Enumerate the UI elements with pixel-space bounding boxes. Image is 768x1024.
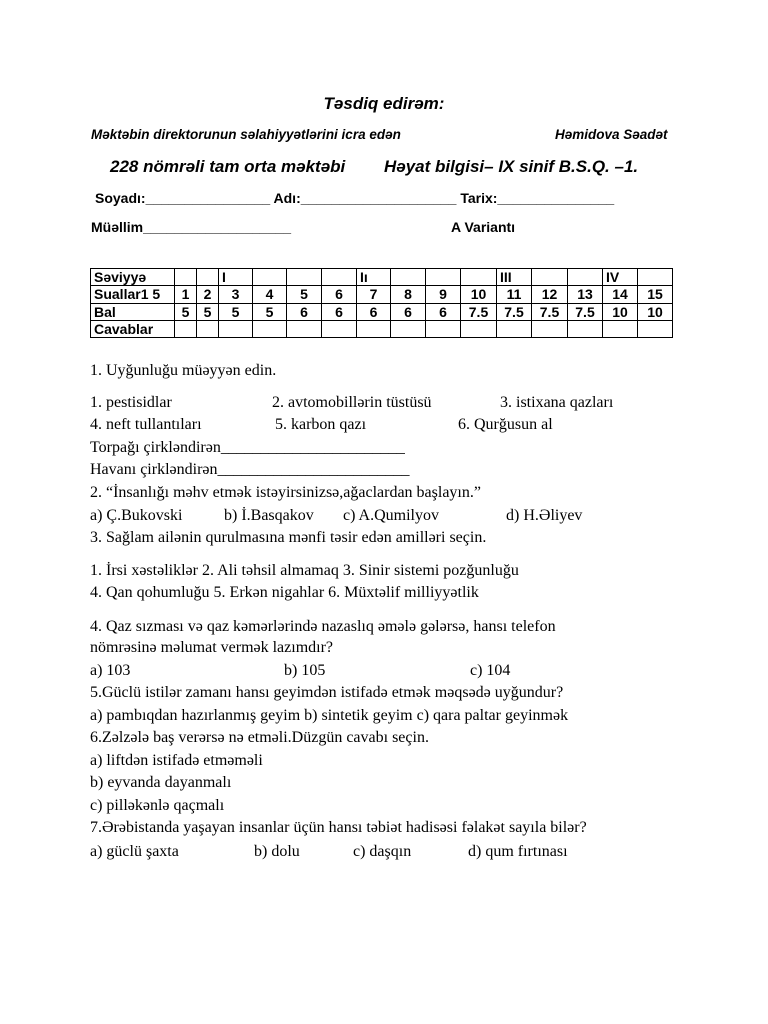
question-6: 6.Zəlzələ baş verərsə nə etməli.Düzgün cavabı seçin.	[90, 729, 429, 746]
table-row-answers	[91, 321, 673, 338]
table-cell: 5	[219, 304, 253, 321]
table-row-level	[91, 269, 673, 286]
variant-label: A Variantı	[451, 219, 516, 235]
answer-cell[interactable]	[461, 321, 497, 338]
table-cell	[175, 269, 197, 286]
table-cell: 14	[603, 286, 638, 304]
table-row-questions	[91, 286, 673, 304]
question-3: 3. Sağlam ailənin qurulmasına mənfi təsir edən amilləri seçin.	[90, 529, 487, 546]
row-label: Suallar1 5	[91, 286, 175, 304]
table-cell: 13	[568, 286, 603, 304]
q2-option-d: d) H.Əliyev	[506, 507, 583, 524]
q4-option-c: c) 104	[470, 662, 511, 679]
table-cell: 7	[357, 286, 391, 304]
q6-option-c: c) pilləkənlə qaçmalı	[90, 797, 225, 814]
q1-option: 5. karbon qazı	[275, 416, 367, 433]
table-cell	[197, 269, 219, 286]
table-cell: 12	[532, 286, 568, 304]
table-cell: 15	[638, 286, 673, 304]
table-cell: I	[219, 269, 253, 286]
row-label: Səviyyə	[91, 269, 175, 286]
table-cell: 1	[175, 286, 197, 304]
score-table	[90, 268, 673, 338]
table-cell: 10	[638, 304, 673, 321]
table-cell: 2	[197, 286, 219, 304]
q2-option-a: a) Ç.Bukovski	[90, 507, 183, 524]
table-cell: 6	[357, 304, 391, 321]
school-name: 228 nömrəli tam orta məktəbi	[110, 157, 346, 176]
table-cell: 6	[322, 304, 357, 321]
question-2: 2. “İnsanlığı məhv etmək istəyirsinizsə,ağaclardan başlayın.”	[90, 484, 481, 501]
table-cell	[287, 269, 322, 286]
table-cell: 6	[287, 304, 322, 321]
table-cell	[638, 269, 673, 286]
table-cell	[253, 269, 287, 286]
table-cell	[426, 269, 461, 286]
table-row-points	[91, 304, 673, 321]
row-label: Cavablar	[91, 321, 175, 338]
question-4-cont: nömrəsinə məlumat vermək lazımdır?	[90, 639, 334, 656]
q1-option: 3. istixana qazları	[500, 394, 614, 411]
question-4: 4. Qaz sızması və qaz kəmərlərində nazaslıq əmələ gələrsə, hansı telefon	[90, 618, 556, 635]
table-cell: III	[497, 269, 532, 286]
table-cell	[461, 269, 497, 286]
table-cell	[322, 269, 357, 286]
q1-option: 1. pestisidlar	[90, 394, 172, 411]
answer-cell[interactable]	[287, 321, 322, 338]
question-7: 7.Ərəbistanda yaşayan insanlar üçün hansı təbiət hadisəsi fəlakət sayıla bilər?	[90, 819, 587, 836]
q2-option-b: b) İ.Basqakov	[224, 507, 314, 524]
table-cell: 5	[287, 286, 322, 304]
row-label: Bal	[91, 304, 175, 321]
table-cell: 3	[219, 286, 253, 304]
table-cell: 5	[253, 304, 287, 321]
q1-option: 2. avtomobillərin tüstüsü	[272, 394, 432, 411]
q6-option-b: b) eyvanda dayanmalı	[90, 774, 232, 791]
table-cell	[532, 269, 568, 286]
q1-option: 4. neft tullantıları	[90, 416, 202, 433]
answer-cell[interactable]	[391, 321, 426, 338]
q5-options: a) pambıqdan hazırlanmış geyim b) sintetik geyim c) qara paltar geyinmək	[90, 707, 569, 724]
table-cell	[568, 269, 603, 286]
answer-cell[interactable]	[197, 321, 219, 338]
subject-title: Həyat bilgisi– IX sinif B.S.Q. –1.	[384, 157, 639, 176]
answer-cell[interactable]	[426, 321, 461, 338]
director-name: Həmidova Səadət	[555, 127, 668, 142]
answer-cell[interactable]	[603, 321, 638, 338]
student-info-line: Soyadı:________________ Adı:____________________ Tarix:_______________	[95, 190, 615, 206]
q7-option-a: a) güclü şaxta	[90, 843, 179, 860]
table-cell: 6	[426, 304, 461, 321]
table-cell: 7.5	[532, 304, 568, 321]
table-cell: IV	[603, 269, 638, 286]
answer-cell[interactable]	[175, 321, 197, 338]
answer-cell[interactable]	[253, 321, 287, 338]
table-cell: 5	[197, 304, 219, 321]
table-cell: 7.5	[461, 304, 497, 321]
q3-options-line-2: 4. Qan qohumluğu 5. Erkən nigahlar 6. Müxtəlif milliyyətlik	[90, 584, 479, 601]
table-cell: 8	[391, 286, 426, 304]
table-cell: 5	[175, 304, 197, 321]
q1-air-answer: Havanı çirkləndirən________________________	[90, 461, 410, 478]
q6-option-a: a) liftdən istifadə etməməli	[90, 752, 263, 769]
table-cell: 11	[497, 286, 532, 304]
question-1: 1. Uyğunluğu müəyyən edin.	[90, 362, 277, 379]
answer-cell[interactable]	[568, 321, 603, 338]
table-cell: Iı	[357, 269, 391, 286]
table-cell: 7.5	[497, 304, 532, 321]
q7-option-b: b) dolu	[254, 843, 300, 860]
director-line: Məktəbin direktorunun səlahiyyətlərini icra edən	[91, 127, 401, 142]
q1-option: 6. Qurğusun al	[458, 416, 553, 433]
answer-cell[interactable]	[357, 321, 391, 338]
table-cell: 9	[426, 286, 461, 304]
table-cell: 6	[322, 286, 357, 304]
answer-cell[interactable]	[322, 321, 357, 338]
answer-cell[interactable]	[638, 321, 673, 338]
teacher-line: Müəllim___________________	[91, 219, 292, 235]
q3-options-line-1: 1. İrsi xəstəliklər 2. Ali təhsil almamaq 3. Sinir sistemi pozğunluğu	[90, 562, 519, 579]
page-title: Təsdiq edirəm:	[323, 94, 445, 113]
q2-option-c: c) A.Qumilyov	[343, 507, 439, 524]
answer-cell[interactable]	[497, 321, 532, 338]
q7-option-c: c) daşqın	[353, 843, 412, 860]
table-cell: 7.5	[568, 304, 603, 321]
q4-option-a: a) 103	[90, 662, 131, 679]
q1-soil-answer: Torpağı çirkləndirən_______________________	[90, 439, 405, 456]
table-cell: 10	[603, 304, 638, 321]
table-cell: 10	[461, 286, 497, 304]
q7-option-d: d) qum fırtınası	[468, 843, 568, 860]
answer-cell[interactable]	[219, 321, 253, 338]
table-cell	[391, 269, 426, 286]
table-cell: 6	[391, 304, 426, 321]
table-cell: 4	[253, 286, 287, 304]
question-5: 5.Güclü istilər zamanı hansı geyimdən istifadə etmək məqsədə uyğundur?	[90, 684, 564, 701]
q4-option-b: b) 105	[284, 662, 326, 679]
answer-cell[interactable]	[532, 321, 568, 338]
